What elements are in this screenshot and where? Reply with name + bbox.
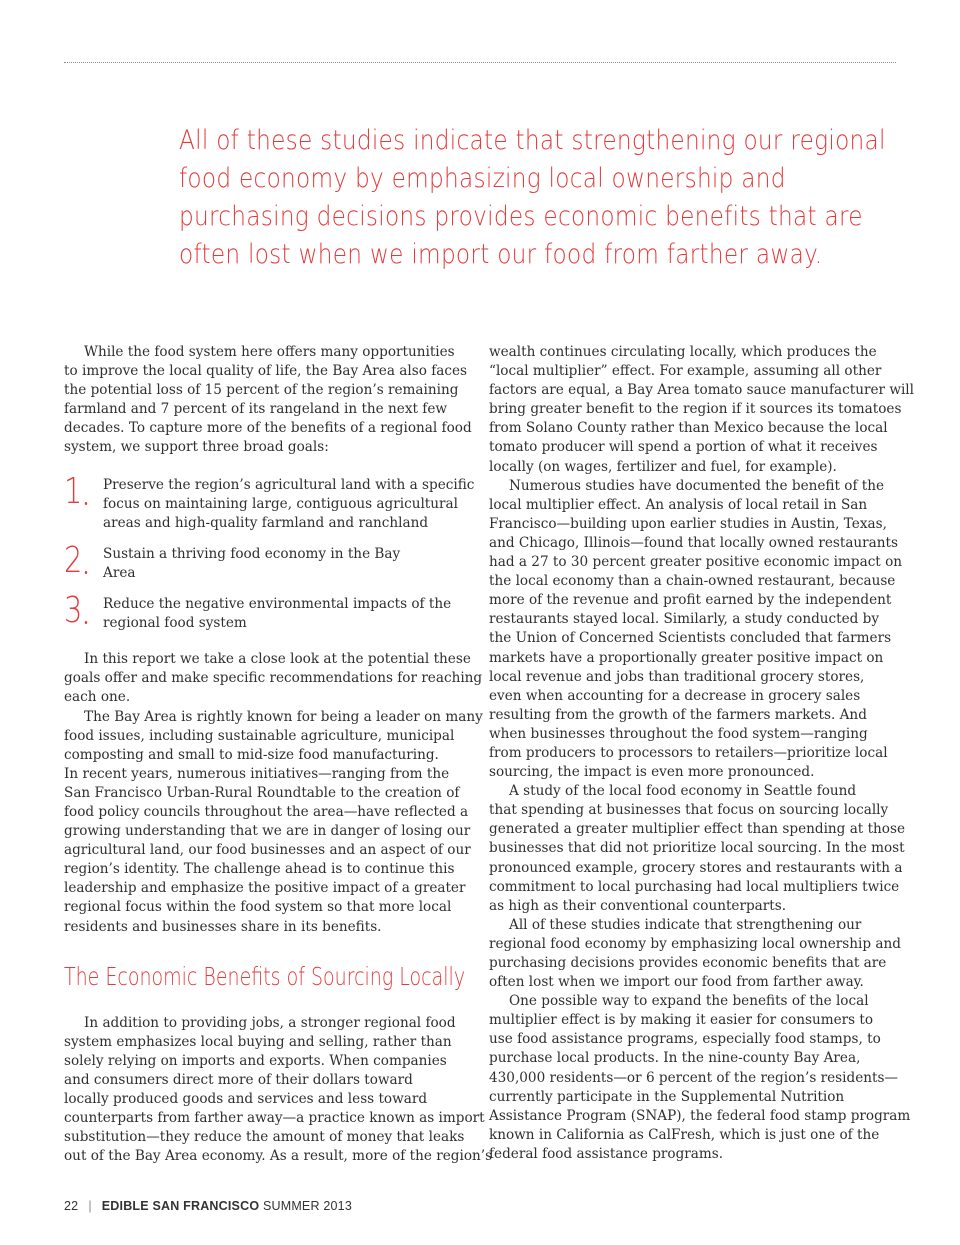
- goal-number: 2: [64, 539, 83, 581]
- goal-item: [64, 590, 480, 633]
- report-paragraph: [64, 650, 483, 707]
- text-line: leadership and emphasize the positive impact of a greater: [64, 880, 466, 897]
- text-line: In addition to providing jobs, a stronger regional food: [84, 1014, 456, 1031]
- text-line: food policy councils throughout the area—have reflected a: [64, 803, 469, 820]
- text-line: restaurants stayed local. Similarly, a study conducted by: [489, 611, 880, 628]
- text-line: the potential loss of 15 percent of the region’s remaining: [64, 382, 459, 399]
- text-line: bring greater benefit to the region if it sources its tomatoes: [489, 401, 902, 418]
- leader-paragraph: [64, 708, 483, 937]
- text-line: solely relying on imports and exports. When companies: [64, 1052, 447, 1069]
- text-line: One possible way to expand the benefits of the local: [509, 993, 869, 1010]
- text-line: purchase local products. In the nine-county Bay Area,: [489, 1050, 861, 1067]
- text-line: that spending at businesses that focus on sourcing locally: [489, 802, 889, 819]
- dotted-top-rule: [64, 62, 896, 63]
- text-line: even when accounting for a decrease in grocery sales: [489, 687, 861, 704]
- page-footer: [64, 1199, 352, 1213]
- text-line: San Francisco Urban-Rural Roundtable to the creation of: [64, 784, 460, 801]
- text-line: substitution—they reduce the amount of money that leaks: [64, 1129, 465, 1146]
- text-line: often lost when we import our food from farther away.: [489, 974, 864, 991]
- goal-item: [64, 470, 480, 533]
- page-number: 22: [64, 1199, 79, 1213]
- text-line: wealth continues circulating locally, which produces the: [489, 344, 877, 360]
- goal-number: 1: [64, 470, 83, 512]
- text-line: farmland and 7 percent of its rangeland in the next few: [64, 401, 447, 418]
- text-line: Sustain a thriving food economy in the Bay: [103, 545, 401, 562]
- text-line: Area: [103, 564, 136, 581]
- text-line: In this report we take a close look at the potential these: [84, 651, 471, 668]
- pull-quote-line: purchasing decisions provides economic benefits that are: [179, 201, 863, 232]
- text-line: locally produced goods and services and less toward: [64, 1091, 428, 1107]
- text-line: and consumers direct more of their dollars toward: [64, 1071, 413, 1088]
- text-line: from Solano County rather than Mexico because the local: [489, 420, 888, 437]
- text-line: region’s identity. The challenge ahead is to continue this: [64, 861, 455, 878]
- text-line: All of these studies indicate that strengthening our: [509, 916, 862, 933]
- snap-paragraph: [489, 992, 911, 1164]
- text-line: Numerous studies have documented the benefit of the: [509, 477, 885, 494]
- text-line: residents and businesses share in its benefits.: [64, 918, 382, 935]
- text-line: counterparts from farther away—a practice known as import: [64, 1110, 485, 1127]
- text-line: currently participate in the Supplemental Nutrition: [489, 1088, 845, 1105]
- intro-paragraph: [64, 343, 480, 458]
- text-line: had a 27 to 30 percent greater positive economic impact on: [489, 554, 903, 571]
- issue-label: SUMMER 2013: [262, 1199, 352, 1213]
- text-line: decades. To capture more of the benefits of a regional food: [64, 420, 472, 437]
- text-line: While the food system here offers many opportunities: [84, 344, 455, 360]
- text-line: In recent years, numerous initiatives—ranging from the: [64, 765, 450, 782]
- studies-paragraph: [489, 477, 905, 783]
- text-line: regional focus within the food system so that more local: [64, 899, 452, 916]
- seattle-paragraph: [489, 782, 905, 916]
- text-line: growing understanding that we are in danger of losing our: [64, 823, 471, 840]
- text-line: “local multiplier” effect. For example, assuming all other: [489, 363, 882, 380]
- text-line: sourcing, the impact is even more pronounced.: [489, 764, 815, 781]
- text-line: generated a greater multiplier effect than spending at those: [489, 821, 906, 838]
- text-line: the Union of Concerned Scientists concluded that farmers: [489, 630, 892, 647]
- goal-item: [64, 539, 480, 583]
- text-line: known in California as CalFresh, which is just one of the: [489, 1126, 880, 1143]
- text-line: out of the Bay Area economy. As a result, more of the region’s: [64, 1148, 493, 1165]
- pull-quote-line: All of these studies indicate that strengthening our regional: [179, 125, 886, 156]
- text-line: composting and small to mid-size food manufacturing.: [64, 746, 439, 763]
- pull-quote-line: often lost when we import our food from farther away.: [179, 239, 823, 270]
- text-line: commitment to local purchasing had local multipliers twice: [489, 878, 900, 895]
- text-line: multiplier effect is by making it easier for consumers to: [489, 1012, 874, 1029]
- text-line: use food assistance programs, especially food stamps, to: [489, 1031, 881, 1048]
- text-line: food issues, including sustainable agriculture, municipal: [64, 727, 455, 744]
- text-line: agricultural land, our food businesses and an aspect of our: [64, 842, 471, 859]
- text-line: purchasing decisions provides economic benefits that are: [489, 955, 887, 971]
- text-line: The Bay Area is rightly known for being a leader on many: [84, 708, 483, 725]
- text-line: goals offer and make specific recommendations for reaching: [64, 670, 483, 687]
- text-line: system, we support three broad goals:: [64, 439, 329, 456]
- text-line: A study of the local food economy in Seattle found: [509, 783, 857, 800]
- jobs-paragraph: [64, 1014, 493, 1167]
- right-column: [489, 343, 914, 1164]
- text-line: pronounced example, grocery stores and restaurants with a: [489, 859, 903, 876]
- text-line: local multiplier effect. An analysis of local retail in San: [489, 496, 868, 513]
- text-line: and Chicago, Illinois—found that locally owned restaurants: [489, 534, 898, 551]
- goals-list: [64, 470, 480, 634]
- text-line: Assistance Program (SNAP), the federal food stamp program: [489, 1107, 911, 1124]
- section-heading: The Economic Benefits of Sourcing Locally: [64, 961, 466, 991]
- text-line: Reduce the negative environmental impacts of the: [103, 596, 452, 613]
- all-studies-paragraph: [489, 916, 905, 992]
- text-line: as high as their conventional counterparts.: [489, 897, 787, 914]
- text-line: regional food system: [103, 615, 247, 632]
- wealth-paragraph: [489, 343, 914, 477]
- text-line: federal food assistance programs.: [489, 1145, 724, 1162]
- goal-number: 3: [64, 590, 83, 632]
- text-line: Preserve the region’s agricultural land with a specific: [103, 476, 475, 493]
- footer-separator: |: [88, 1199, 92, 1213]
- text-line: local revenue and jobs than traditional grocery stores,: [489, 668, 865, 685]
- text-line: resulting from the growth of the farmers markets. And: [489, 706, 867, 723]
- text-line: Francisco—building upon earlier studies in Austin, Texas,: [489, 515, 887, 532]
- text-line: when businesses throughout the food system—ranging: [489, 725, 868, 742]
- text-line: locally (on wages, fertilizer and fuel, for example).: [489, 458, 837, 475]
- text-line: tomato producer will spend a portion of what it receives: [489, 439, 878, 456]
- text-line: more of the revenue and profit earned by the independent: [489, 592, 892, 609]
- text-line: 430,000 residents—or 6 percent of the region’s residents—: [489, 1069, 899, 1086]
- text-line: regional food economy by emphasizing local ownership and: [489, 935, 901, 952]
- text-line: factors are equal, a Bay Area tomato sauce manufacturer will: [489, 382, 914, 399]
- text-line: markets have a proportionally greater positive impact on: [489, 649, 884, 666]
- left-column: [64, 343, 493, 1166]
- text-line: focus on maintaining large, contiguous agricultural: [103, 495, 458, 512]
- text-line: each one.: [64, 689, 131, 706]
- text-line: system emphasizes local buying and selling, rather than: [64, 1033, 452, 1050]
- pull-quote: [179, 122, 886, 274]
- text-line: businesses that did not prioritize local sourcing. In the most: [489, 840, 905, 857]
- text-line: to improve the local quality of life, the Bay Area also faces: [64, 363, 467, 380]
- text-line: areas and high-quality farmland and ranchland: [103, 514, 429, 531]
- pull-quote-line: food economy by emphasizing local ownership and: [179, 163, 786, 194]
- publication-name: EDIBLE SAN FRANCISCO: [101, 1199, 260, 1213]
- text-line: from producers to processors to retailers—prioritize local: [489, 744, 888, 761]
- text-line: the local economy than a chain-owned restaurant, because: [489, 573, 896, 590]
